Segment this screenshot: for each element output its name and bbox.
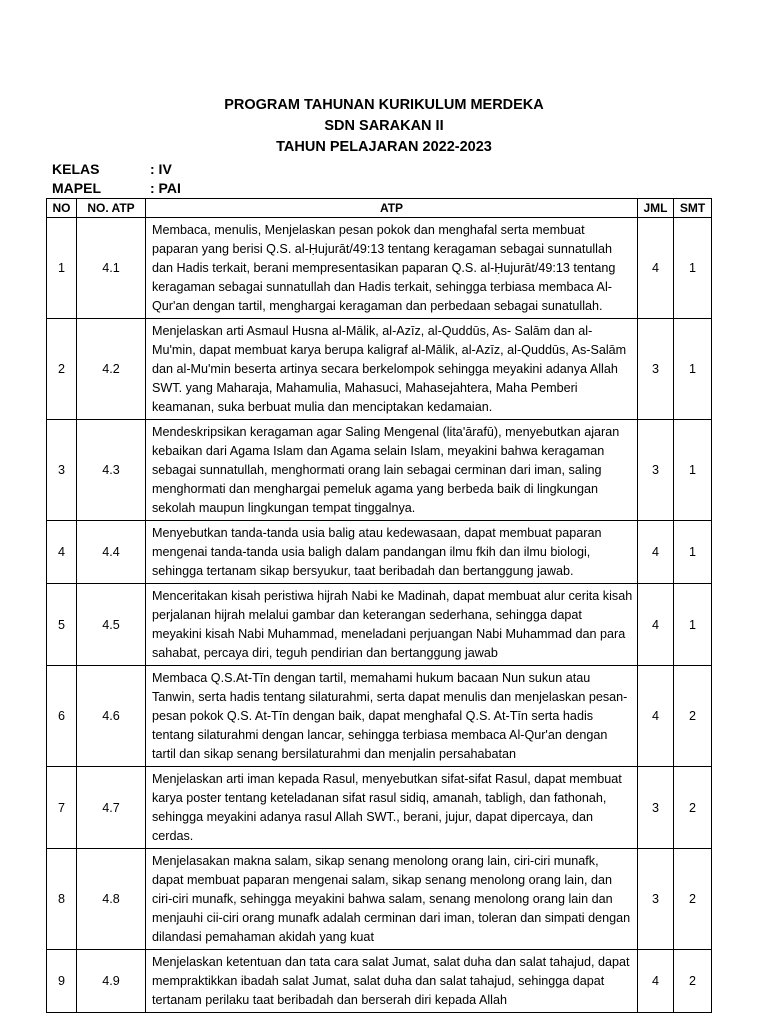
table-row — [47, 950, 712, 1013]
row-atp-no: 4.4 — [77, 521, 146, 584]
kelas-label: KELAS — [52, 161, 100, 177]
row-atp-desc: Mendeskripsikan keragaman agar Saling Mengenal (lita'ārafū), menyebutkan ajaran kebaikan dari Agama Islam dan Agama selain Islam, meyakini bahwa keragaman sebagai sunnatullah, menghormati orang lain sebagai cerminan dari iman, saling menghormati dan menghargai pemeluk agama yang berbeda baik di lingkungan sekolah maupun lingkungan tempat tinggalnya. — [146, 420, 638, 521]
row-jml: 4 — [638, 218, 674, 319]
row-atp-no: 4.3 — [77, 420, 146, 521]
table-row — [47, 218, 712, 319]
row-no: 9 — [47, 950, 77, 1013]
row-smt: 2 — [674, 950, 712, 1013]
row-no: 4 — [47, 521, 77, 584]
mapel-value: : PAI — [150, 180, 181, 196]
header-no: NO — [47, 199, 77, 218]
mapel-label: MAPEL — [52, 180, 101, 196]
row-smt: 1 — [674, 521, 712, 584]
title-line-year: TAHUN PELAJARAN 2022-2023 — [276, 139, 492, 155]
row-jml: 4 — [638, 950, 674, 1013]
row-jml: 4 — [638, 666, 674, 767]
table-row — [47, 521, 712, 584]
row-smt: 1 — [674, 218, 712, 319]
row-atp-desc: Menjelasakan makna salam, sikap senang menolong orang lain, ciri-ciri munafk, dapat membuat paparan mengenai salam, sikap senang menolong orang lain, dan ciri-ciri munafk, sehingga meyakini bahwa salam, senang menolong orang lain dan menjauhi cii-ciri orang munafk adalah cerminan dari iman, toleran dan simpati dengan dilandasi pemahaman akidah yang kuat — [146, 849, 638, 950]
row-atp-desc: Membaca, menulis, Menjelaskan pesan pokok dan menghafal serta membuat paparan yang berisi Q.S. al-Ḥujurāt/49:13 tentang keragaman sebagai sunnatullah dan Hadis terkait, berani mempresentasikan paparan Q.S. al-Ḥujurāt/49:13 tentang keragaman sebagai sunnatullah dan Hadis terkait, sehingga terbiasa membaca Al-Qur'an dengan tartil, menghargai keragaman dan perbedaan sebagai sunatullah. — [146, 218, 638, 319]
row-jml: 3 — [638, 767, 674, 849]
table-row — [47, 666, 712, 767]
row-jml: 3 — [638, 420, 674, 521]
meta-kelas — [52, 160, 181, 179]
row-atp-desc: Menjelaskan arti iman kepada Rasul, menyebutkan sifat-sifat Rasul, dapat membuat karya poster tentang keteladanan sifat rasul sidiq, amanah, tabligh, dan fathonah, sehingga meyakini adanya rasul Allah SWT., berani, jujur, dapat dipercaya, dan cerdas. — [146, 767, 638, 849]
row-no: 2 — [47, 319, 77, 420]
kelas-value: : IV — [150, 161, 172, 177]
row-atp-desc: Menjelaskan arti Asmaul Husna al-Mālik, al-Azīz, al-Quddūs, As- Salām dan al-Mu'min, dapat membuat karya berupa kaligraf al-Mālik, al-Azīz, al-Quddūs, As-Salām dan al-Mu'min beserta artinya secara berkelompok sehingga meyakini adanya Allah SWT. yang Maharaja, Mahamulia, Mahasuci, Mahasejahtera, Maha Pemberi keamanan, suka berbuat mulia dan menciptakan kedamaian. — [146, 319, 638, 420]
document-title — [0, 95, 768, 158]
table-row — [47, 319, 712, 420]
row-atp-no: 4.6 — [77, 666, 146, 767]
row-smt: 2 — [674, 849, 712, 950]
header-no-atp: NO. ATP — [77, 199, 146, 218]
table-row — [47, 584, 712, 666]
row-atp-desc: Membaca Q.S.At-Tīn dengan tartil, memahami hukum bacaan Nun sukun atau Tanwin, serta hadis tentang silaturahmi, serta dapat menulis dan menjelaskan pesan- pesan pokok Q.S. At-Tīn dengan baik, dapat menghafal Q.S. At-Tīn serta hadis tentang silaturahmi dengan lancar, sehingga terbiasa membaca Al-Qur'an dengan tartil dan sikap senang bersilaturahmi dan menjalin persahabatan — [146, 666, 638, 767]
header-jml: JML — [638, 199, 674, 218]
row-atp-no: 4.5 — [77, 584, 146, 666]
row-atp-desc: Menjelaskan ketentuan dan tata cara salat Jumat, salat duha dan salat tahajud, dapat mempraktikkan ibadah salat Jumat, salat duha dan salat tahajud, sehingga dapat tertanam perilaku taat beribadah dan berserah diri kepada Allah — [146, 950, 638, 1013]
row-smt: 2 — [674, 666, 712, 767]
row-no: 1 — [47, 218, 77, 319]
row-jml: 4 — [638, 521, 674, 584]
row-atp-no: 4.8 — [77, 849, 146, 950]
row-no: 3 — [47, 420, 77, 521]
row-atp-desc: Menceritakan kisah peristiwa hijrah Nabi ke Madinah, dapat membuat alur cerita kisah perjalanan hijrah melalui gambar dan keterangan sederhana, sehingga dapat meyakini kisah Nabi Muhammad, meneladani perjuangan Nabi Muhammad dan para sahabat, percaya diri, teguh pendirian dan bertanggung jawab — [146, 584, 638, 666]
title-line-program: PROGRAM TAHUNAN KURIKULUM MERDEKA — [224, 97, 544, 113]
row-smt: 1 — [674, 319, 712, 420]
row-no: 7 — [47, 767, 77, 849]
row-jml: 3 — [638, 849, 674, 950]
document-meta — [52, 160, 181, 198]
header-atp: ATP — [146, 199, 638, 218]
header-smt: SMT — [674, 199, 712, 218]
row-jml: 3 — [638, 319, 674, 420]
row-no: 5 — [47, 584, 77, 666]
row-atp-no: 4.9 — [77, 950, 146, 1013]
row-smt: 1 — [674, 584, 712, 666]
table-row — [47, 420, 712, 521]
row-smt: 1 — [674, 420, 712, 521]
title-line-school: SDN SARAKAN II — [324, 118, 444, 134]
row-atp-no: 4.2 — [77, 319, 146, 420]
atp-table — [46, 198, 712, 1013]
row-atp-no: 4.1 — [77, 218, 146, 319]
row-no: 8 — [47, 849, 77, 950]
row-jml: 4 — [638, 584, 674, 666]
table-header-row — [47, 199, 712, 218]
row-atp-no: 4.7 — [77, 767, 146, 849]
row-smt: 2 — [674, 767, 712, 849]
table-row — [47, 767, 712, 849]
table-row — [47, 849, 712, 950]
meta-mapel — [52, 179, 181, 198]
row-atp-desc: Menyebutkan tanda-tanda usia balig atau kedewasaan, dapat membuat paparan mengenai tanda-tanda usia baligh dalam pandangan ilmu fkih dan ilmu biologi, sehingga tertanam sikap bersyukur, taat beribadah dan bertanggung jawab. — [146, 521, 638, 584]
row-no: 6 — [47, 666, 77, 767]
